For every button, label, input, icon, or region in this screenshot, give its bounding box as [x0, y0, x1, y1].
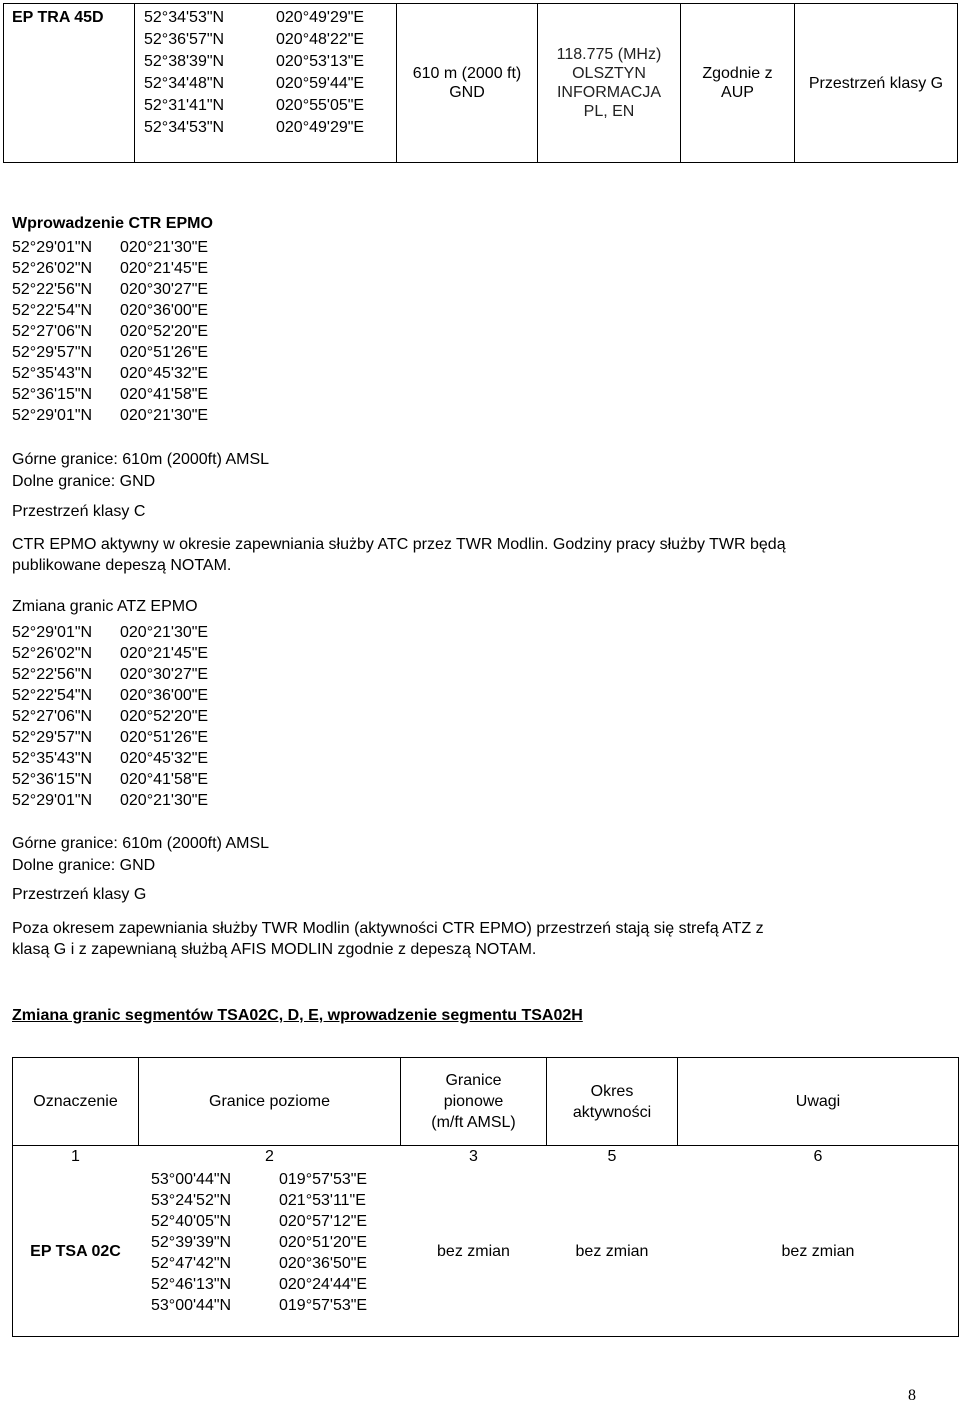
latitude: 52°29'01"N [12, 239, 93, 256]
coordinate-row [12, 237, 240, 258]
upper-limit: 610 m (2000 ft) [412, 65, 522, 82]
atz-heading: Zmiana granic ATZ EPMO [12, 598, 198, 615]
tsa-coordinate-list [151, 1169, 399, 1316]
coordinate-row [12, 790, 240, 811]
column-number-2: 2 [265, 1148, 274, 1165]
longitude: 020°51'26"E [120, 344, 209, 361]
latitude: 52°34'48"N [144, 75, 225, 92]
header-activity-line-1: Okres [590, 1082, 634, 1100]
airspace-designator: EP TRA 45D [12, 9, 104, 26]
top-airspace-table [3, 3, 958, 163]
coordinate-row [12, 384, 240, 405]
latitude: 52°34'53"N [144, 119, 225, 136]
header-horizontal: Granice poziome [209, 1093, 330, 1110]
longitude: 020°21'30"E [120, 624, 209, 641]
coordinate-row [144, 51, 396, 73]
header-activity-line-2: aktywności [572, 1103, 652, 1121]
ctr-note-line-2: publikowane depeszą NOTAM. [12, 557, 232, 574]
latitude: 52°34'53"N [144, 9, 225, 26]
longitude: 020°41'58"E [120, 771, 209, 788]
lower-limit: GND [449, 84, 485, 101]
coordinate-row [151, 1232, 399, 1253]
column-number-6: 6 [813, 1148, 823, 1165]
ctr-heading: Wprowadzenie CTR EPMO [12, 215, 213, 232]
activity-line-2: AUP [721, 84, 754, 101]
longitude: 019°57'53"E [279, 1171, 368, 1188]
ctr-note-line-1: CTR EPMO aktywny w okresie zapewniania służby ATC przez TWR Modlin. Godziny pracy służby TWR będą [12, 536, 786, 553]
latitude: 52°22'56"N [12, 666, 93, 683]
header-designation: Oznaczenie [33, 1093, 118, 1110]
coordinate-row [151, 1169, 399, 1190]
tsa-table [12, 1057, 959, 1337]
latitude: 53°24'52"N [151, 1192, 232, 1209]
page-number: 8 [908, 1387, 916, 1404]
coordinate-row [151, 1211, 399, 1232]
latitude: 52°47'42"N [151, 1255, 232, 1272]
atz-note-line-1: Poza okresem zapewniania służby TWR Modlin (aktywności CTR EPMO) przestrzeń stają się strefą ATZ z [12, 920, 764, 937]
longitude: 020°53'13"E [276, 53, 365, 70]
ctr-limits [12, 449, 269, 493]
coordinate-row [144, 95, 396, 117]
longitude: 020°21'30"E [120, 239, 209, 256]
atz-coordinate-list [12, 622, 240, 811]
longitude: 020°30'27"E [120, 666, 209, 683]
longitude: 020°57'12"E [279, 1213, 368, 1230]
latitude: 52°29'57"N [12, 729, 93, 746]
coordinate-row [12, 405, 240, 426]
tsa-designation: EP TSA 02C [30, 1243, 121, 1260]
atz-note-line-2: klasą G i z zapewnianą służbą AFIS MODLIN zgodnie z depeszą NOTAM. [12, 941, 537, 958]
ctr-class: Przestrzeń klasy C [12, 503, 146, 520]
latitude: 52°26'02"N [12, 260, 93, 277]
longitude: 020°59'44"E [276, 75, 365, 92]
ctr-coordinate-list [12, 237, 240, 426]
column-number-1: 1 [71, 1148, 80, 1165]
coordinate-row [12, 706, 240, 727]
remarks-cell [795, 4, 957, 162]
header-vertical-line-3: (m/ft AMSL) [431, 1114, 516, 1131]
tsa-remarks: bez zmian [781, 1243, 855, 1260]
latitude: 52°36'57"N [144, 31, 225, 48]
coordinate-row [12, 279, 240, 300]
ctr-lower-limit: Dolne granice: GND [12, 473, 156, 490]
vertical-limits-cell [397, 4, 537, 162]
coordinate-row [12, 685, 240, 706]
column-number-5: 5 [607, 1148, 617, 1165]
coordinate-row [12, 727, 240, 748]
longitude: 020°21'45"E [120, 260, 209, 277]
longitude: 020°36'50"E [279, 1255, 368, 1272]
latitude: 52°39'39"N [151, 1234, 232, 1251]
latitude: 52°27'06"N [12, 323, 93, 340]
latitude: 52°35'43"N [12, 750, 93, 767]
longitude: 020°52'20"E [120, 708, 209, 725]
latitude: 52°31'41"N [144, 97, 225, 114]
longitude: 020°48'22"E [276, 31, 365, 48]
ctr-upper-limit: Górne granice: 610m (2000ft) AMSL [12, 451, 270, 468]
latitude: 52°22'54"N [12, 302, 93, 319]
latitude: 52°27'06"N [12, 708, 93, 725]
longitude: 021°53'11"E [279, 1192, 366, 1209]
longitude: 020°41'58"E [120, 386, 209, 403]
frequency-value: 118.775 (MHz) [556, 46, 662, 63]
frequency-service: INFORMACJA [556, 84, 661, 101]
remarks-text: Przestrzeń klasy G [808, 74, 944, 92]
latitude: 52°36'15"N [12, 771, 93, 788]
longitude: 020°51'20"E [279, 1234, 368, 1251]
longitude: 020°24'44"E [279, 1276, 368, 1293]
coordinate-row [12, 342, 240, 363]
longitude: 020°21'30"E [120, 792, 209, 809]
longitude: 019°57'53"E [279, 1297, 368, 1314]
coordinate-row [12, 622, 240, 643]
atz-upper-limit: Górne granice: 610m (2000ft) AMSL [12, 835, 270, 852]
latitude: 52°22'54"N [12, 687, 93, 704]
coordinate-row [12, 300, 240, 321]
header-activity [547, 1058, 677, 1145]
longitude: 020°52'20"E [120, 323, 209, 340]
longitude: 020°36'00"E [120, 687, 209, 704]
coordinate-row [12, 664, 240, 685]
header-vertical-line-1: Granice [445, 1072, 502, 1089]
longitude: 020°49'29"E [276, 9, 365, 26]
longitude: 020°21'45"E [120, 645, 209, 662]
frequency-languages: PL, EN [583, 103, 635, 120]
coordinate-row [144, 29, 396, 51]
atz-note [12, 918, 764, 960]
coordinate-row [12, 363, 240, 384]
latitude: 52°29'01"N [12, 407, 93, 424]
tsa-vertical: bez zmian [437, 1243, 510, 1260]
coordinate-row [151, 1295, 399, 1316]
latitude: 52°36'15"N [12, 386, 93, 403]
latitude: 52°35'43"N [12, 365, 93, 382]
coordinate-row [144, 7, 396, 29]
coordinate-row [151, 1190, 399, 1211]
longitude: 020°55'05"E [276, 97, 365, 114]
ctr-note [12, 534, 786, 576]
coordinate-row [12, 769, 240, 790]
latitude: 52°29'01"N [12, 624, 93, 641]
coordinate-row [151, 1253, 399, 1274]
longitude: 020°45'32"E [120, 365, 209, 382]
header-remarks: Uwagi [795, 1093, 841, 1110]
latitude: 52°46'13"N [151, 1276, 232, 1293]
longitude: 020°21'30"E [120, 407, 209, 424]
coordinate-row [151, 1274, 399, 1295]
latitude: 52°22'56"N [12, 281, 93, 298]
longitude: 020°30'27"E [120, 281, 209, 298]
coordinate-row [12, 748, 240, 769]
atz-limits [12, 833, 269, 877]
atz-class: Przestrzeń klasy G [12, 886, 147, 903]
frequency-cell [538, 4, 680, 162]
longitude: 020°49'29"E [276, 119, 365, 136]
coordinate-row [12, 321, 240, 342]
activity-line-1: Zgodnie z [702, 65, 773, 82]
activity-cell [681, 4, 794, 162]
coordinate-list [144, 7, 396, 139]
longitude: 020°36'00"E [120, 302, 209, 319]
column-divider [134, 4, 135, 162]
coordinate-row [144, 73, 396, 95]
header-vertical-line-2: pionowe [443, 1093, 504, 1110]
coordinate-row [12, 643, 240, 664]
longitude: 020°51'26"E [120, 729, 209, 746]
column-number-3: 3 [469, 1148, 478, 1165]
latitude: 53°00'44"N [151, 1171, 232, 1188]
tsa-heading: Zmiana granic segmentów TSA02C, D, E, wprowadzenie segmentu TSA02H [12, 1007, 583, 1024]
tsa-activity: bez zmian [575, 1243, 649, 1260]
latitude: 52°29'01"N [12, 792, 93, 809]
latitude: 52°29'57"N [12, 344, 93, 361]
latitude: 52°40'05"N [151, 1213, 232, 1230]
latitude: 53°00'44"N [151, 1297, 232, 1314]
latitude: 52°38'39"N [144, 53, 225, 70]
longitude: 020°45'32"E [120, 750, 209, 767]
frequency-station: OLSZTYN [572, 65, 646, 82]
atz-lower-limit: Dolne granice: GND [12, 857, 156, 874]
header-vertical [401, 1058, 546, 1145]
coordinate-row [144, 117, 396, 139]
coordinate-row [12, 258, 240, 279]
latitude: 52°26'02"N [12, 645, 93, 662]
